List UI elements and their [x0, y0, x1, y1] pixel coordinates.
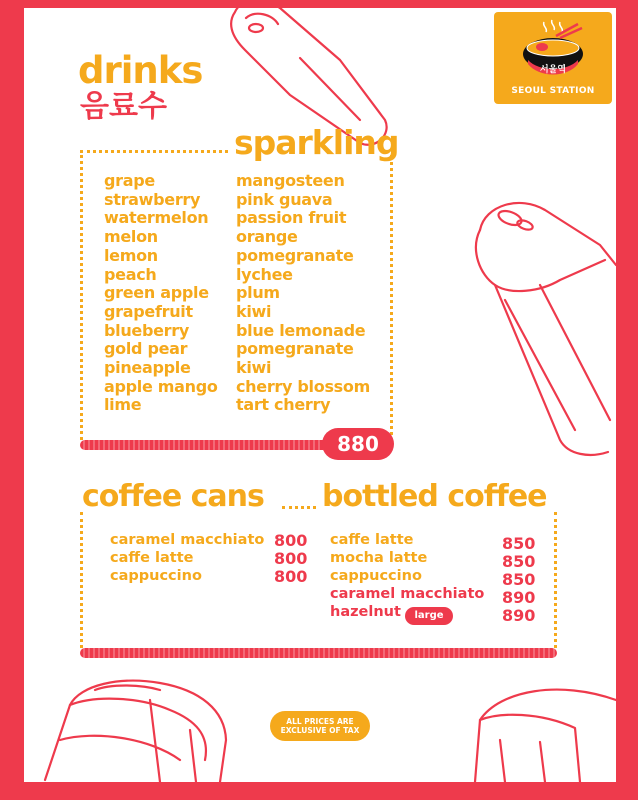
logo-name: SEOUL STATION	[511, 86, 595, 96]
sparkling-top-border	[80, 150, 228, 153]
list-item: kiwi	[236, 358, 272, 378]
bottled-coffee-item-price: 890	[502, 606, 536, 625]
list-item: blueberry	[104, 320, 189, 340]
size-badge: large	[405, 607, 453, 625]
coffee-left-border	[80, 512, 83, 648]
bottled-coffee-item-price: 890	[502, 588, 536, 607]
list-item: tart cherry	[236, 395, 331, 415]
list-item: pineapple	[104, 358, 191, 378]
sparkling-right-border	[390, 155, 393, 435]
list-item: lime	[104, 395, 142, 415]
list-item: cherry blossom	[236, 376, 370, 396]
list-item: pink guava	[236, 189, 333, 209]
list-item: grape	[104, 171, 155, 190]
sparkling-right-list	[236, 172, 370, 415]
coffee-title-separator	[282, 506, 316, 509]
bottled-coffee-item-price: 850	[502, 552, 536, 571]
coffee-can-item-price: 800	[274, 567, 308, 586]
list-item: gold pear	[104, 339, 188, 359]
coffee-can-item-name: caffe latte	[110, 550, 194, 566]
list-item: peach	[104, 264, 157, 284]
page-title: drinks	[78, 49, 203, 92]
coffee-can-item-price: 800	[274, 531, 308, 550]
list-item: blue lemonade	[236, 320, 366, 340]
sparkling-bottom-bar	[80, 440, 330, 450]
coffee-right-border	[554, 512, 557, 648]
list-item: green apple	[104, 283, 209, 303]
bottled-coffee-item-price: 850	[502, 534, 536, 553]
list-item: apple mango	[104, 376, 218, 396]
coffee-cans-title: coffee cans	[82, 479, 264, 514]
logo-korean-text: 서울역	[539, 65, 567, 75]
page-title-korean: 음료수	[80, 89, 167, 124]
bottled-coffee-item-name: caffe latte	[330, 532, 414, 548]
bottled-coffee-item-name: hazelnut	[330, 604, 401, 620]
list-item: watermelon	[104, 208, 209, 228]
coffee-can-item-price: 800	[274, 549, 308, 568]
list-item: mangosteen	[236, 171, 345, 190]
list-item: pomegranate	[236, 245, 354, 265]
list-item: melon	[104, 227, 158, 247]
bottled-coffee-item-name: cappuccino	[330, 568, 422, 584]
sparkling-left-list	[104, 172, 218, 415]
restaurant-logo	[494, 12, 612, 104]
list-item: grapefruit	[104, 301, 193, 321]
sparkling-left-border	[80, 150, 83, 440]
bottled-coffee-item-name: mocha latte	[330, 550, 428, 566]
list-item: kiwi	[236, 301, 272, 321]
list-item: strawberry	[104, 189, 201, 209]
tax-note-line2: EXCLUSIVE OF TAX	[280, 726, 360, 735]
bottled-coffee-title: bottled coffee	[322, 479, 547, 514]
list-item: plum	[236, 283, 280, 303]
list-item: lychee	[236, 264, 293, 284]
list-item: pomegranate	[236, 339, 354, 359]
list-item: orange	[236, 227, 298, 247]
list-item: passion fruit	[236, 208, 347, 228]
list-item: lemon	[104, 245, 158, 265]
coffee-can-item-name: cappuccino	[110, 568, 202, 584]
coffee-bottom-bar	[80, 648, 557, 658]
sparkling-title: sparkling	[234, 123, 399, 162]
coffee-can-item-name: caramel macchiato	[110, 532, 265, 548]
bottled-coffee-item-name: caramel macchiato	[330, 586, 485, 602]
tax-note-badge	[270, 711, 370, 741]
bottled-coffee-item-price: 850	[502, 570, 536, 589]
sparkling-price-badge: 880	[322, 428, 394, 460]
tax-note-line1: ALL PRICES ARE	[286, 717, 354, 726]
